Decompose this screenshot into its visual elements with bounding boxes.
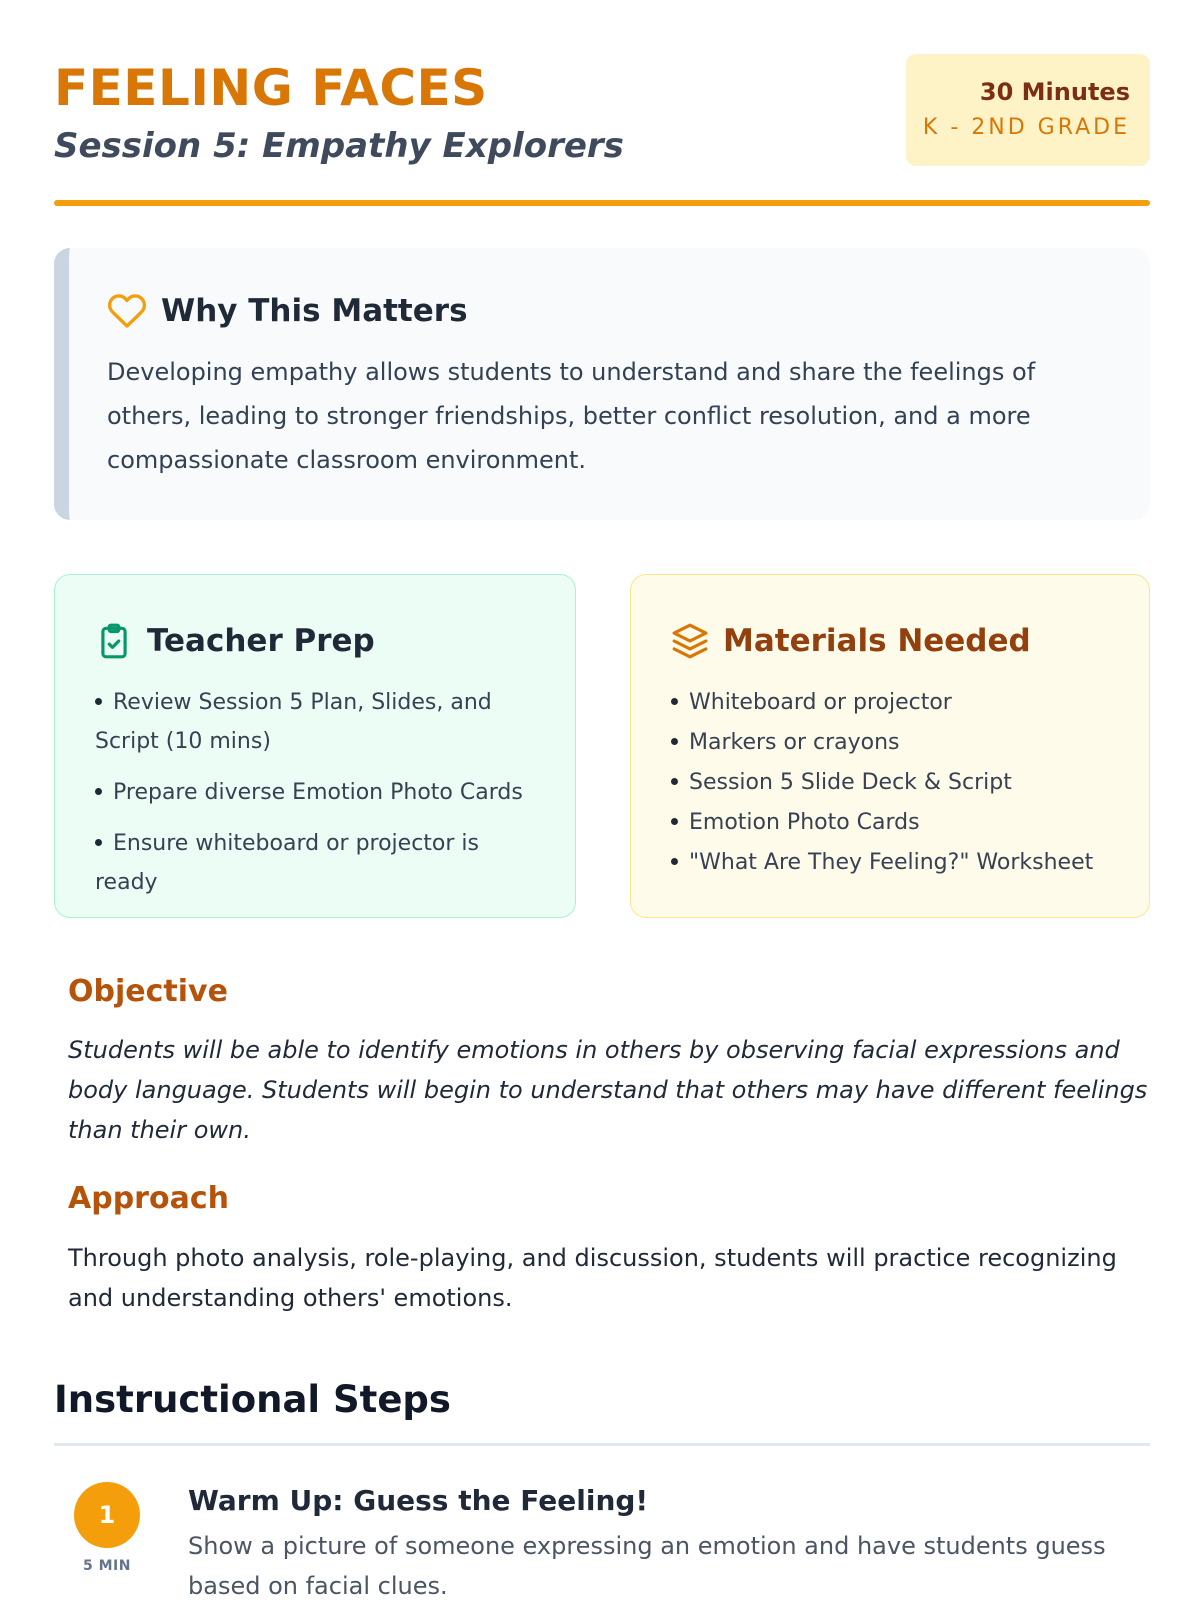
bullet xyxy=(95,788,102,795)
heart-icon xyxy=(107,291,147,331)
step-item xyxy=(54,1482,1150,1600)
step-duration: 5 MIN xyxy=(83,1558,131,1574)
materials-card xyxy=(630,574,1150,918)
steps-divider xyxy=(54,1443,1150,1446)
list-item-text: Prepare diverse Emotion Photo Cards xyxy=(113,780,523,805)
teacher-prep-heading xyxy=(95,619,545,663)
list-item xyxy=(95,824,545,902)
list-item xyxy=(95,773,545,812)
bullet xyxy=(95,698,102,705)
step-number-badge: 1 xyxy=(74,1482,140,1548)
list-item-text: Session 5 Slide Deck & Script xyxy=(689,770,1012,795)
objective-title: Objective xyxy=(68,974,228,1009)
materials-heading xyxy=(671,619,1119,663)
list-item-text: Review Session 5 Plan, Slides, and Script (10 mins) xyxy=(95,690,492,754)
why-text: Developing empathy allows students to understand and share the feelings of others, leading to stronger friendships, better conflict resolution, and a more compassionate classroom environment. xyxy=(107,358,1036,474)
list-item xyxy=(671,763,1119,803)
approach-title: Approach xyxy=(68,1181,229,1216)
duration-label: 30 Minutes xyxy=(979,78,1130,106)
list-item xyxy=(671,683,1119,723)
list-item-text: Markers or crayons xyxy=(689,730,900,755)
step-title: Warm Up: Guess the Feeling! xyxy=(188,1484,649,1517)
list-item-text: "What Are They Feeling?" Worksheet xyxy=(689,850,1094,875)
page-title: FEELING FACES xyxy=(54,59,488,117)
list-item-text: Whiteboard or projector xyxy=(689,690,952,715)
bullet xyxy=(671,818,678,825)
bullet xyxy=(671,698,678,705)
grade-label: K - 2ND GRADE xyxy=(922,115,1130,140)
session-subtitle: Session 5: Empathy Explorers xyxy=(54,126,624,166)
layers-icon xyxy=(671,621,709,661)
meta-badge xyxy=(906,54,1150,166)
materials-title: Materials Needed xyxy=(723,623,1031,659)
header-divider xyxy=(54,200,1150,206)
clipboard-check-icon xyxy=(95,621,133,661)
list-item xyxy=(671,803,1119,843)
bullet xyxy=(671,778,678,785)
list-item-text: Ensure whiteboard or projector is ready xyxy=(95,831,479,895)
step-description: Show a picture of someone expressing an emotion and have students guess based on facial clues. xyxy=(188,1532,1106,1600)
list-item-text: Emotion Photo Cards xyxy=(689,810,920,835)
bullet xyxy=(95,839,102,846)
teacher-prep-title: Teacher Prep xyxy=(147,623,375,659)
why-card xyxy=(54,248,1150,520)
materials-list xyxy=(671,683,1119,883)
teacher-prep-card xyxy=(54,574,576,918)
why-heading xyxy=(107,290,1110,332)
list-item xyxy=(95,683,545,761)
bullet xyxy=(671,738,678,745)
teacher-prep-list xyxy=(95,683,545,902)
list-item xyxy=(671,843,1119,883)
bullet xyxy=(671,858,678,865)
objective-text: Students will be able to identify emotions in others by observing facial expressions and body language. Students will begin to understand that others may have different feelings than their own. xyxy=(68,1036,1148,1144)
list-item xyxy=(671,723,1119,763)
why-title: Why This Matters xyxy=(161,293,468,329)
lesson-plan-page xyxy=(54,0,1150,1600)
approach-text: Through photo analysis, role-playing, and discussion, students will practice recognizing and understanding others' emotions. xyxy=(68,1244,1117,1312)
steps-title: Instructional Steps xyxy=(54,1378,451,1421)
header xyxy=(54,50,1150,210)
